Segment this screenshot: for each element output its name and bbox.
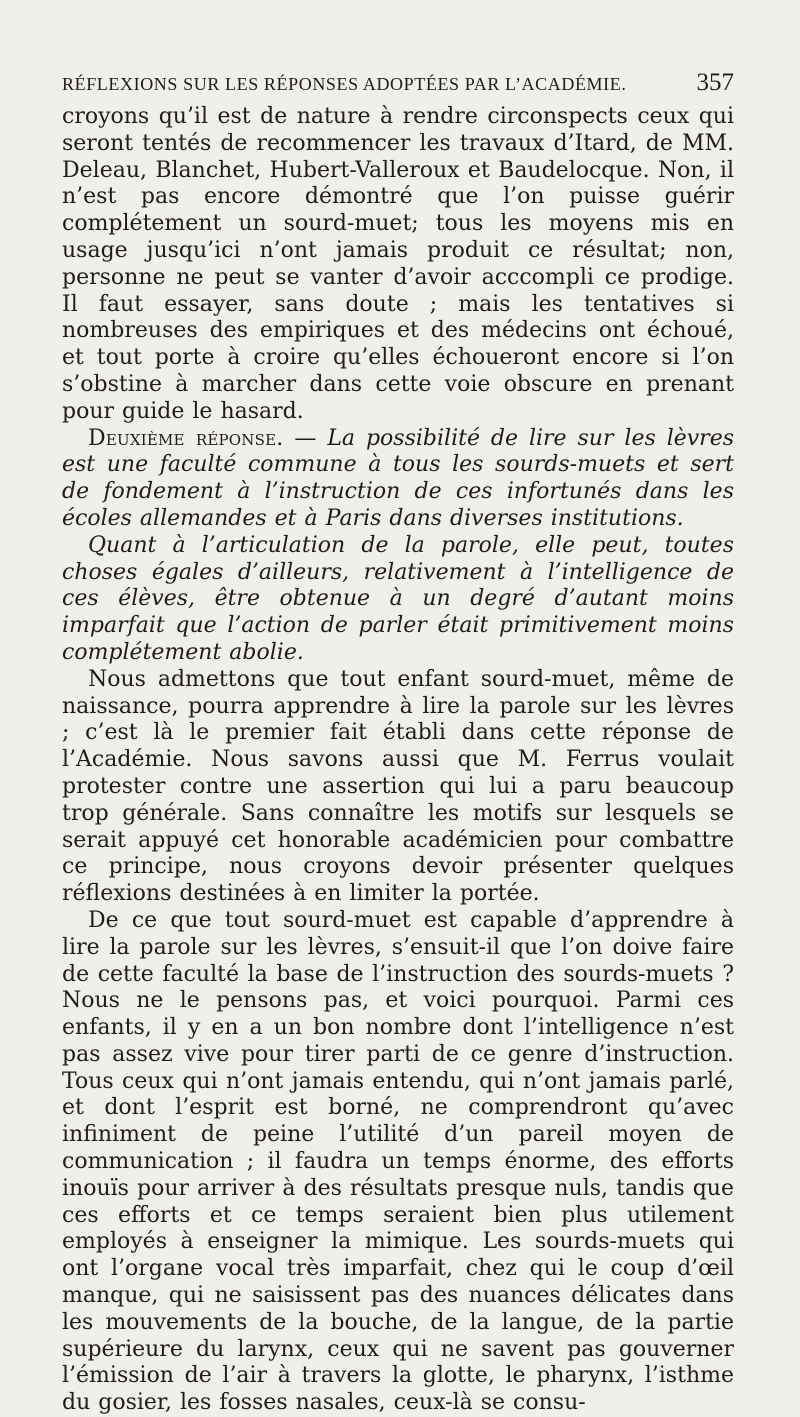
section-dash: — <box>283 425 328 451</box>
paragraph-instruction-basis: De ce que tout sourd-muet est capable d’apprendre à lire la parole sur les lèvres, s’ensuit-il que l’on doive faire de cette faculté la base de l’instruction des sourds-muets ? Nous ne le pensons pas, et voici pourquoi. Parmi ces enfants, il y en a un bon nombre dont l’intelligence n’est pas assez vive pour tirer parti de ce genre d’instruction. Tous ceux qui n’ont jamais entendu, qui n’ont jamais parlé, et dont l’esprit est borné, ne comprendront qu’avec infiniment de peine l’utilité d’un pareil moyen de communication ; il faudra un temps énorme, des efforts inouïs pour arriver à des résultats presque nuls, tandis que ces efforts et ce temps seraient bien plus utilement employés à enseigner la mimique. Les sourds-muets qui ont l’organe vocal très imparfait, chez qui le coup d’œil manque, qui ne saisissent pas des nuances délicates dans les mouvements de la bouche, de la langue, de la partie supérieure du larynx, ceux qui ne savent pas gouverner l’émission de l’air à travers la glotte, le pharynx, l’isthme du gosier, les fosses nasales, ceux-là se consu- <box>62 907 734 1416</box>
page-number: 357 <box>696 69 734 96</box>
paragraph-articulation: Quant à l’articulation de la parole, elle peut, toutes choses égales d’ailleurs, relativement à l’intelligence de ces élèves, être obtenue à un degré d’autant moins imparfait que l’action de parler était primitivement moins complétement abolie. <box>62 532 734 665</box>
paragraph-second-answer <box>62 426 734 533</box>
paragraph-lip-reading: Nous admettons que tout enfant sourd-muet, même de naissance, pourra apprendre à lire la parole sur les lèvres ; c’est là le premier fait établi dans cette réponse de l’Académie. Nous savons aussi que M. Ferrus voulait protester contre une assertion qui lui a paru beaucoup trop générale. Sans connaître les motifs sur lesquels se serait appuyé cet honorable académicien pour combattre ce principe, nous croyons devoir présenter quelques réflexions destinées à en limiter la portée. <box>62 666 734 907</box>
second-answer-text: La possibilité de lire sur les lèvres est une faculté commune à tous les sourds-muets et sert de fondement à l’instruction de ces infortunés dans les écoles allemandes et à Paris dans diverses institutions. <box>62 425 735 531</box>
page-body <box>62 104 734 1417</box>
running-title: RÉFLEXIONS SUR LES RÉPONSES ADOPTÉES PAR L’ACADÉMIE. <box>62 74 627 94</box>
paragraph-continuation: croyons qu’il est de nature à rendre circonspects ceux qui seront tentés de recommencer les travaux d’Itard, de MM. Deleau, Blanchet, Hubert-Valleroux et Baudelocque. Non, il n’est pas encore démontré que l’on puisse guérir complétement un sourd-muet; tous les moyens mis en usage jusqu’ici n’ont jamais produit ce résultat; non, personne ne peut se vanter d’avoir acccompli ce prodige. Il faut essayer, sans doute ; mais les tentatives si nombreuses des empiriques et des médecins ont échoué, et tout porte à croire qu’elles échoueront encore si l’on s’obstine à marcher dans cette voie obscure en prenant pour guide le hasard. <box>62 104 734 424</box>
running-head <box>62 70 734 104</box>
section-label: Deuxième réponse. <box>88 425 284 451</box>
